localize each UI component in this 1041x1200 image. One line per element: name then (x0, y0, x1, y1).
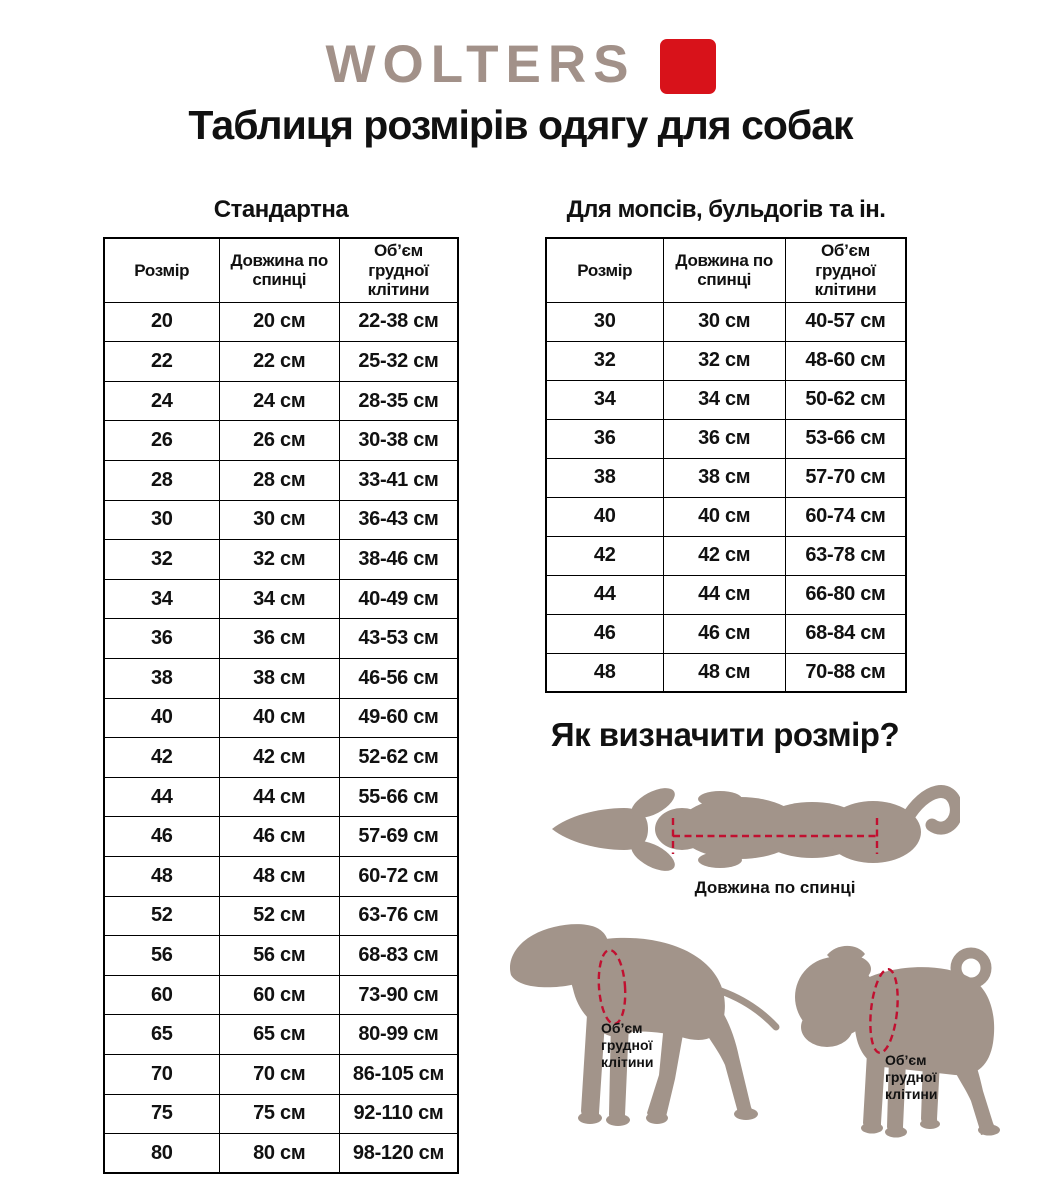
table-row (546, 419, 906, 458)
table-row (546, 653, 906, 692)
table-row (546, 536, 906, 575)
table-cell: 80 см (219, 1134, 339, 1174)
table-cell: 22-38 см (339, 302, 458, 342)
table-cell: 25-32 см (339, 342, 458, 382)
table-cell: 36 см (219, 619, 339, 659)
table-row (104, 738, 458, 778)
table-cell: 63-76 см (339, 896, 458, 936)
table-header-cell: Розмір (104, 238, 219, 302)
table-cell: 92-110 см (339, 1094, 458, 1134)
table-row (546, 380, 906, 419)
table-cell: 49-60 см (339, 698, 458, 738)
table-cell: 38 (104, 658, 219, 698)
table-cell: 20 (104, 302, 219, 342)
table-row (104, 896, 458, 936)
table-row (546, 497, 906, 536)
table-cell: 36 (546, 419, 663, 458)
table-cell: 38 см (663, 458, 785, 497)
chest-girth-label-line: Об’єм (885, 1052, 927, 1068)
table-row (104, 777, 458, 817)
table-header-cell: Довжина по спинці (663, 238, 785, 302)
table-cell: 20 см (219, 302, 339, 342)
chest-girth-label (601, 1020, 654, 1071)
table-row (104, 342, 458, 382)
table-row (546, 302, 906, 341)
table-cell: 46 см (663, 614, 785, 653)
chest-girth-label-line: грудної (601, 1037, 653, 1053)
table-cell: 53-66 см (785, 419, 906, 458)
table-cell: 68-83 см (339, 936, 458, 976)
table-cell: 48 (546, 653, 663, 692)
table-cell: 56 см (219, 936, 339, 976)
table-cell: 36 (104, 619, 219, 659)
table-cell: 48 см (219, 856, 339, 896)
table-cell: 46 (546, 614, 663, 653)
table-cell: 66-80 см (785, 575, 906, 614)
table-row (104, 540, 458, 580)
table-cell: 36-43 см (339, 500, 458, 540)
table-cell: 28 (104, 461, 219, 501)
table-cell: 52 (104, 896, 219, 936)
dog-side-view-illustration (495, 895, 780, 1140)
table-cell: 38 см (219, 658, 339, 698)
table-cell: 44 (546, 575, 663, 614)
table-row (104, 936, 458, 976)
table-row (104, 461, 458, 501)
table-cell: 46 см (219, 817, 339, 857)
table-cell: 40 см (663, 497, 785, 536)
chest-girth-label-line: клітини (601, 1054, 654, 1070)
chest-girth-label (885, 1052, 938, 1103)
table-cell: 43-53 см (339, 619, 458, 659)
table-row (546, 458, 906, 497)
table-row (104, 619, 458, 659)
table-cell: 30 см (663, 302, 785, 341)
table-row (104, 302, 458, 342)
table-row (104, 658, 458, 698)
table-cell: 28-35 см (339, 381, 458, 421)
table-header-row (104, 238, 458, 302)
table-cell: 38 (546, 458, 663, 497)
table-cell: 32 (104, 540, 219, 580)
table-cell: 68-84 см (785, 614, 906, 653)
table-cell: 65 см (219, 1015, 339, 1055)
chest-girth-label-line: клітини (885, 1086, 938, 1102)
table-cell: 98-120 см (339, 1134, 458, 1174)
table-cell: 34 (546, 380, 663, 419)
table-cell: 48 см (663, 653, 785, 692)
table-cell: 42 см (663, 536, 785, 575)
table-cell: 40 см (219, 698, 339, 738)
table-cell: 65 (104, 1015, 219, 1055)
table-cell: 70-88 см (785, 653, 906, 692)
table-row (104, 975, 458, 1015)
table-cell: 32 см (663, 341, 785, 380)
table-cell: 46 (104, 817, 219, 857)
table-cell: 80 (104, 1134, 219, 1174)
table-row (104, 421, 458, 461)
table-cell: 63-78 см (785, 536, 906, 575)
table-cell: 46-56 см (339, 658, 458, 698)
table-cell: 26 см (219, 421, 339, 461)
guide-heading: Як визначити розмір? (550, 716, 900, 753)
table-cell: 73-90 см (339, 975, 458, 1015)
standard-table-title: Стандартна (213, 196, 349, 223)
table-row (104, 1094, 458, 1134)
table-cell: 70 см (219, 1054, 339, 1094)
table-cell: 44 см (219, 777, 339, 817)
pug-size-table (545, 237, 907, 693)
table-cell: 52-62 см (339, 738, 458, 778)
table-row (546, 575, 906, 614)
table-cell: 28 см (219, 461, 339, 501)
table-cell: 80-99 см (339, 1015, 458, 1055)
table-cell: 44 (104, 777, 219, 817)
table-cell: 38-46 см (339, 540, 458, 580)
table-cell: 42 см (219, 738, 339, 778)
table-row (104, 1054, 458, 1094)
table-header-row (546, 238, 906, 302)
table-header-cell: Об’єм грудної клітини (339, 238, 458, 302)
page-title: Таблиця розмірів одягу для собак (188, 102, 853, 148)
standard-size-table (103, 237, 459, 1174)
table-cell: 30-38 см (339, 421, 458, 461)
dog-tail (721, 991, 776, 1027)
table-cell: 40-49 см (339, 579, 458, 619)
table-header-cell: Об’єм грудної клітини (785, 238, 906, 302)
table-cell: 33-41 см (339, 461, 458, 501)
dog-top-view-illustration (540, 772, 960, 882)
table-header-cell: Довжина по спинці (219, 238, 339, 302)
table-cell: 32 см (219, 540, 339, 580)
table-cell: 32 (546, 341, 663, 380)
chest-girth-label-line: грудної (885, 1069, 937, 1085)
table-row (546, 614, 906, 653)
table-cell: 44 см (663, 575, 785, 614)
table-cell: 34 см (219, 579, 339, 619)
pug-side-view-illustration (783, 935, 1038, 1145)
table-cell: 34 (104, 579, 219, 619)
back-length-label: Довжина по спинці (694, 878, 856, 897)
table-row (546, 341, 906, 380)
table-cell: 70 (104, 1054, 219, 1094)
table-cell: 40 (104, 698, 219, 738)
table-cell: 42 (546, 536, 663, 575)
table-row (104, 698, 458, 738)
table-cell: 22 см (219, 342, 339, 382)
table-row (104, 500, 458, 540)
table-cell: 52 см (219, 896, 339, 936)
table-cell: 60-74 см (785, 497, 906, 536)
table-cell: 42 (104, 738, 219, 778)
table-cell: 26 (104, 421, 219, 461)
table-cell: 30 см (219, 500, 339, 540)
table-cell: 30 (104, 500, 219, 540)
table-cell: 30 (546, 302, 663, 341)
table-cell: 60-72 см (339, 856, 458, 896)
table-cell: 75 см (219, 1094, 339, 1134)
table-cell: 60 см (219, 975, 339, 1015)
table-row (104, 856, 458, 896)
pug-table-title: Для мопсів, бульдогів та ін. (566, 196, 886, 223)
table-row (104, 1015, 458, 1055)
table-row (104, 381, 458, 421)
table-cell: 24 (104, 381, 219, 421)
table-cell: 57-69 см (339, 817, 458, 857)
table-cell: 57-70 см (785, 458, 906, 497)
table-cell: 24 см (219, 381, 339, 421)
brand-logo (0, 30, 1041, 98)
table-header-cell: Розмір (546, 238, 663, 302)
table-cell: 48 (104, 856, 219, 896)
table-cell: 22 (104, 342, 219, 382)
table-cell: 34 см (663, 380, 785, 419)
brand-wordmark: WOLTERS (325, 34, 636, 94)
table-cell: 55-66 см (339, 777, 458, 817)
table-cell: 56 (104, 936, 219, 976)
table-cell: 40-57 см (785, 302, 906, 341)
table-cell: 40 (546, 497, 663, 536)
table-cell: 60 (104, 975, 219, 1015)
table-row (104, 817, 458, 857)
brand-red-square-icon (660, 39, 716, 94)
table-cell: 48-60 см (785, 341, 906, 380)
chest-girth-label-line: Об’єм (601, 1020, 643, 1036)
table-cell: 50-62 см (785, 380, 906, 419)
table-row (104, 1134, 458, 1174)
table-cell: 75 (104, 1094, 219, 1134)
table-cell: 36 см (663, 419, 785, 458)
table-cell: 86-105 см (339, 1054, 458, 1094)
table-row (104, 579, 458, 619)
